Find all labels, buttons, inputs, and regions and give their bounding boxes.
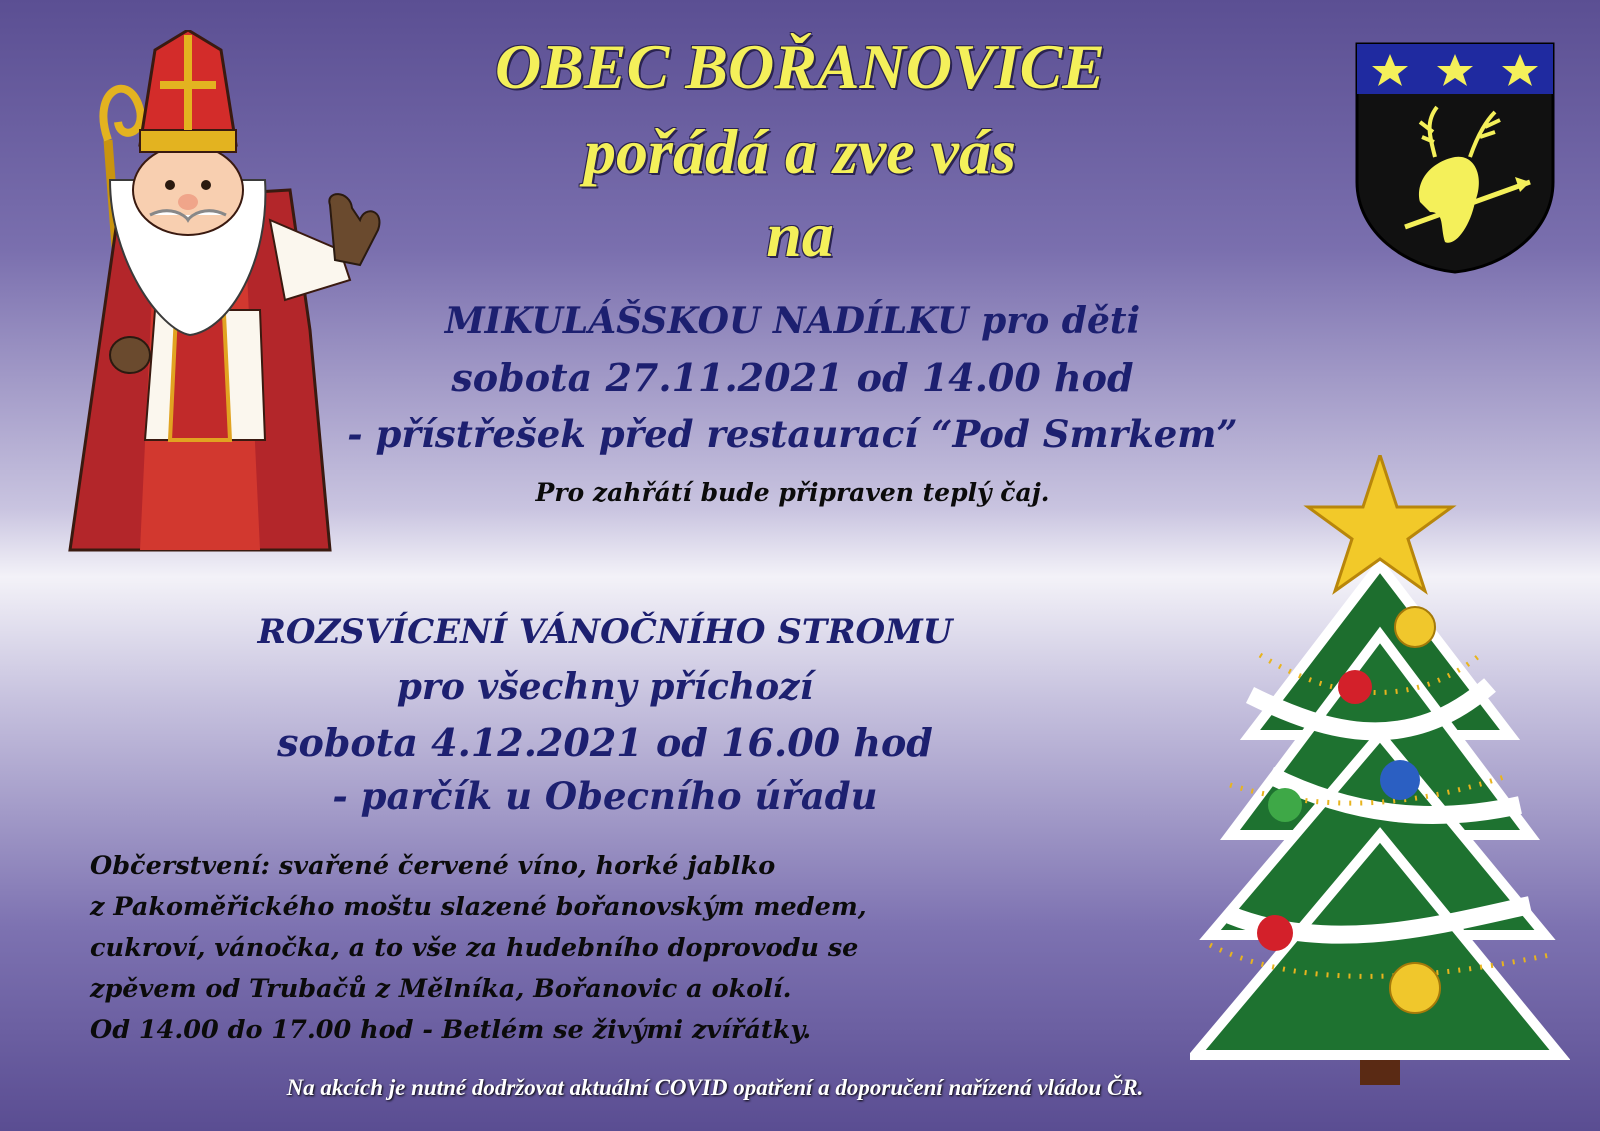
title-line-3: na (766, 199, 834, 270)
refreshments-line-3: cukroví, vánočka, a to vše za hudebního doprovodu se (90, 933, 859, 963)
refreshments-line-4: zpěvem od Trubačů z Mělníka, Bořanovic a okolí. (90, 974, 792, 1004)
event1-title-rest: pro děti (968, 300, 1141, 342)
christmas-tree-illustration (1190, 455, 1570, 1115)
refreshments-line-2: z Pakoměřického moštu slazené bořanovským medem, (90, 892, 867, 922)
title-line-1: OBEC BOŘANOVICE (495, 31, 1105, 102)
event1-date: sobota 27.11.2021 od 14.00 hod (451, 355, 1134, 400)
event2-date: sobota 4.12.2021 od 16.00 hod (277, 720, 933, 765)
covid-footer: Na akcích je nutné dodržovat aktuální COVID opatření a doporučení nařízená vládou ČR. (286, 1075, 1144, 1100)
event2-audience: pro všechny příchozí (396, 666, 814, 708)
refreshments-line-5: Od 14.00 do 17.00 hod - Betlém se živými zvířátky. (90, 1015, 812, 1045)
saint-nicholas-illustration (60, 30, 390, 570)
event1-note: Pro zahřátí bude připraven teplý čaj. (535, 478, 1050, 507)
title-line-2: pořádá a zve vás (584, 116, 1016, 187)
refreshments-line-1: Občerstvení: svařené červené víno, horké jablko (90, 851, 776, 881)
event1-title-bold: MIKULÁŠSKOU NADÍLKU (444, 300, 969, 342)
event1-place: - přístřešek před restaurací “Pod Smrkem” (347, 412, 1238, 456)
event2-title: ROZSVÍCENÍ VÁNOČNÍHO STROMU (257, 612, 953, 652)
coat-of-arms-icon (1355, 42, 1555, 274)
event2-place: - parčík u Obecního úřadu (332, 774, 878, 818)
